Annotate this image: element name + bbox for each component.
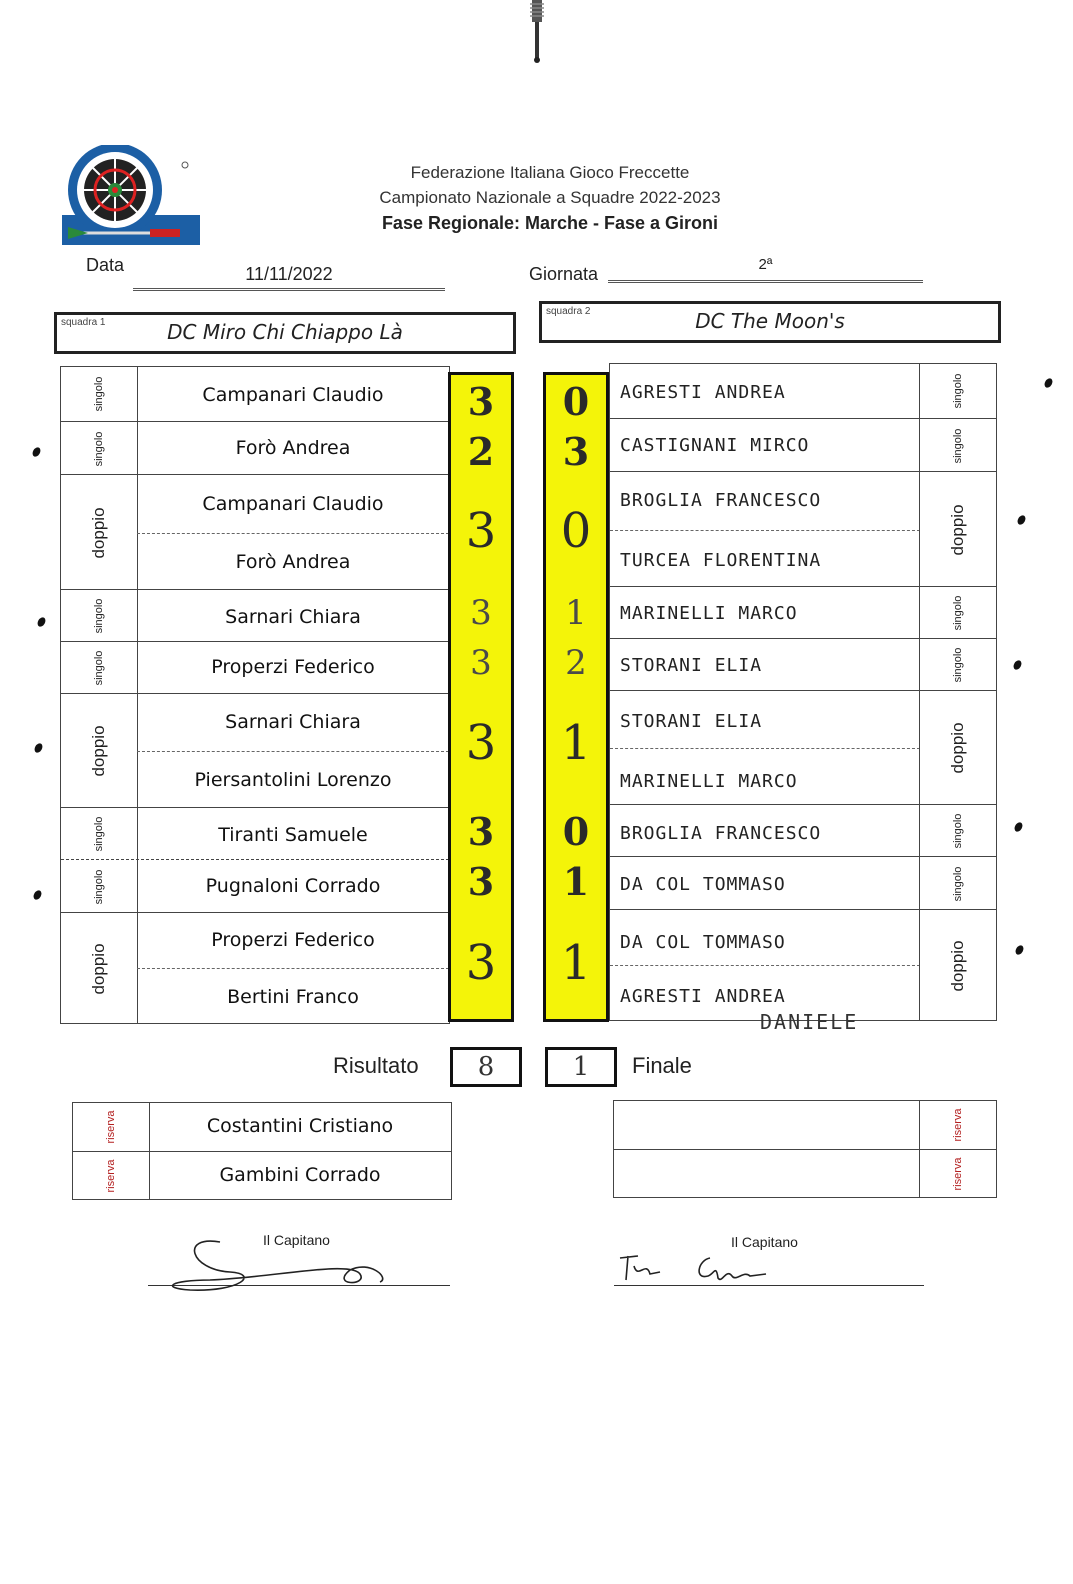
match-type-cell	[61, 694, 138, 808]
team2-name: DC The Moon's	[695, 309, 845, 333]
away-captain-label: Il Capitano	[731, 1234, 798, 1250]
away-score-column	[543, 372, 609, 1022]
pair-divider	[137, 533, 449, 534]
dart-icon	[520, 0, 554, 64]
home-reserves-table	[72, 1102, 452, 1200]
team2-tag: squadra 2	[546, 306, 591, 317]
team1-name: DC Miro Chi Chiappo Là	[167, 320, 403, 344]
date-value: 11/11/2022	[133, 264, 445, 291]
match-type-label: singolo	[93, 376, 105, 412]
home-score: 3	[470, 593, 492, 633]
match-type-label: doppio	[89, 725, 108, 777]
pair-divider	[137, 968, 449, 969]
away-player-name: CASTIGNANI MIRCO	[620, 435, 810, 456]
match-row	[610, 856, 996, 910]
pair-divider	[610, 965, 920, 966]
match-type-label: singolo	[952, 428, 964, 463]
match-row	[61, 807, 449, 860]
match-type-label: singolo	[93, 816, 105, 852]
match-type-cell	[61, 642, 138, 694]
home-reserve-name: Gambini Corrado	[219, 1164, 381, 1186]
match-type-cell	[61, 860, 138, 913]
away-player-name: AGRESTI ANDREA	[620, 986, 786, 1007]
federation-title: Federazione Italiana Gioco Freccette	[410, 163, 690, 182]
match-type-label: singolo	[952, 813, 964, 849]
away-player-name: STORANI ELIA	[620, 711, 763, 732]
home-player-name: Campanari Claudio	[202, 493, 384, 515]
away-reserves-table	[613, 1100, 997, 1198]
home-score: 3	[465, 503, 497, 559]
away-player-name: BROGLIA FRANCESCO	[620, 823, 822, 844]
match-row	[61, 367, 449, 421]
away-player-name: MARINELLI MARCO	[620, 603, 798, 624]
match-type-cell	[919, 472, 996, 587]
away-score: 1	[562, 859, 590, 904]
match-row	[61, 859, 449, 913]
pair-divider	[610, 748, 920, 749]
match-type-cell	[919, 587, 996, 639]
home-player-name: Pugnaloni Corrado	[205, 875, 381, 897]
home-player-name: Campanari Claudio	[202, 384, 384, 406]
reserve-label-cell	[919, 1150, 996, 1198]
reserve-label: riserva	[105, 1159, 117, 1193]
round-label: Giornata	[529, 264, 599, 284]
home-player-name: Sarnari Chiara	[225, 711, 361, 733]
reserve-label-cell	[73, 1103, 150, 1151]
team2-box	[539, 301, 1001, 343]
match-row	[61, 421, 449, 475]
match-type-cell	[61, 475, 138, 590]
match-row	[610, 471, 996, 587]
home-score: 3	[465, 935, 497, 991]
away-player-name: AGRESTI ANDREA	[620, 382, 786, 403]
championship-title: Campionato Nazionale a Squadre 2022-2023	[379, 188, 721, 207]
match-type-cell	[919, 639, 996, 691]
match-type-cell	[61, 590, 138, 642]
away-score: 0	[562, 809, 590, 854]
match-row	[61, 693, 449, 808]
match-type-cell	[61, 808, 138, 860]
match-row	[61, 912, 449, 1024]
away-score: 1	[565, 593, 587, 633]
home-captain-signature	[150, 1230, 410, 1300]
home-player-name: Sarnari Chiara	[225, 606, 361, 628]
match-row	[610, 690, 996, 805]
reserve-row	[614, 1101, 996, 1149]
match-row	[61, 474, 449, 590]
away-score: 1	[560, 935, 592, 991]
federation-logo-icon	[60, 145, 205, 250]
home-captain-label: Il Capitano	[263, 1232, 330, 1248]
home-score: 3	[467, 379, 495, 424]
match-type-cell	[61, 422, 138, 475]
reserve-row	[73, 1151, 451, 1200]
away-score: 2	[565, 643, 587, 683]
match-type-label: singolo	[952, 373, 964, 409]
match-row	[610, 804, 996, 857]
reserve-label: riserva	[952, 1108, 964, 1142]
correction-text: DANIELE	[760, 1010, 859, 1034]
home-score: 2	[467, 429, 495, 474]
result-label: Risultato	[333, 1053, 419, 1078]
match-row	[610, 364, 996, 418]
pair-divider	[137, 751, 449, 752]
home-result: 8	[450, 1047, 522, 1087]
match-type-cell	[919, 419, 996, 472]
reserve-label: riserva	[952, 1157, 964, 1191]
match-type-label: doppio	[948, 939, 967, 992]
home-score: 3	[467, 859, 495, 904]
reserve-label-cell	[919, 1101, 996, 1149]
away-score: 1	[560, 715, 592, 771]
match-type-label: singolo	[952, 595, 964, 631]
home-reserve-name: Costantini Cristiano	[206, 1115, 394, 1137]
match-type-cell	[919, 691, 996, 805]
reserve-row	[614, 1149, 996, 1198]
date-label: Data	[86, 255, 125, 275]
match-type-cell	[61, 913, 138, 1024]
away-player-name: STORANI ELIA	[620, 655, 763, 676]
match-row	[610, 418, 996, 472]
match-type-cell	[919, 364, 996, 418]
match-row	[61, 641, 449, 694]
match-type-cell	[919, 805, 996, 857]
match-type-label: doppio	[89, 506, 108, 559]
reserve-label: riserva	[105, 1110, 117, 1144]
match-row	[61, 589, 449, 642]
match-type-label: doppio	[948, 722, 967, 774]
match-type-label: singolo	[93, 431, 105, 466]
home-score: 3	[465, 715, 497, 771]
match-row	[610, 638, 996, 691]
match-type-label: doppio	[89, 942, 108, 995]
match-type-cell	[919, 857, 996, 910]
match-type-label: singolo	[93, 869, 105, 904]
team1-box	[54, 312, 516, 354]
match-row	[610, 909, 996, 1021]
match-type-label: doppio	[948, 503, 967, 556]
match-type-label: singolo	[952, 866, 964, 901]
home-player-name: Bertini Franco	[227, 986, 359, 1008]
away-captain-signature	[616, 1250, 776, 1290]
final-label: Finale	[632, 1053, 692, 1078]
pair-divider	[610, 530, 920, 531]
away-result: 1	[545, 1047, 617, 1087]
home-score: 3	[470, 643, 492, 683]
home-player-name: Forò Andrea	[235, 437, 351, 459]
away-player-name: TURCEA FLORENTINA	[620, 550, 822, 571]
match-type-label: singolo	[93, 598, 105, 634]
away-score: 3	[562, 429, 590, 474]
phase-title: Fase Regionale: Marche - Fase a Gironi	[381, 213, 719, 233]
home-player-name: Properzi Federico	[211, 929, 375, 951]
home-players-table	[60, 366, 450, 1024]
round-value: 2ª	[608, 256, 923, 283]
match-type-cell	[61, 367, 138, 421]
away-player-name: MARINELLI MARCO	[620, 771, 798, 792]
team1-tag: squadra 1	[61, 317, 106, 328]
home-player-name: Piersantolini Lorenzo	[194, 769, 392, 791]
away-score: 0	[562, 379, 590, 424]
away-player-name: BROGLIA FRANCESCO	[620, 490, 822, 511]
reserve-row	[73, 1103, 451, 1151]
home-score-column	[448, 372, 514, 1022]
home-score: 3	[467, 809, 495, 854]
match-type-label: singolo	[93, 650, 105, 686]
away-players-table	[609, 363, 997, 1021]
away-player-name: DA COL TOMMASO	[620, 874, 786, 895]
match-type-label: singolo	[952, 647, 964, 683]
away-score: 0	[560, 503, 592, 559]
home-player-name: Tiranti Samuele	[218, 824, 368, 846]
match-row	[610, 586, 996, 639]
home-player-name: Forò Andrea	[235, 551, 351, 573]
match-type-cell	[919, 910, 996, 1021]
reserve-label-cell	[73, 1152, 150, 1200]
home-player-name: Properzi Federico	[211, 656, 375, 678]
away-player-name: DA COL TOMMASO	[620, 932, 786, 953]
